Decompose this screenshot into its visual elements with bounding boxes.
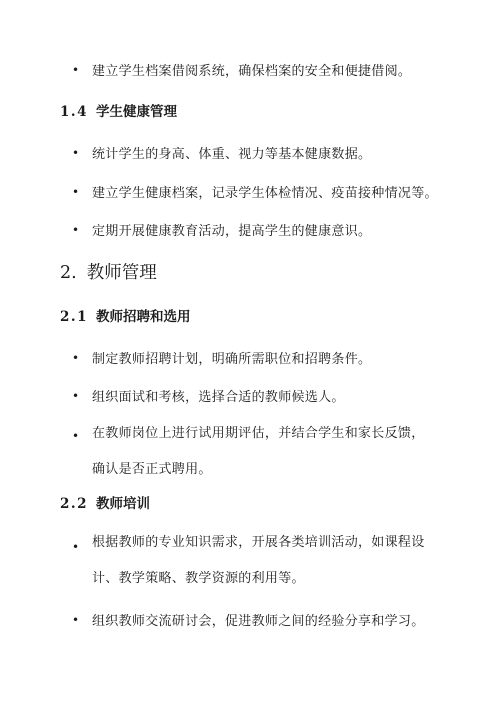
section-title: 教师招聘和选用 bbox=[96, 309, 191, 325]
section-heading-1-4 bbox=[60, 100, 177, 120]
chapter-title: 教师管理 bbox=[86, 263, 157, 283]
section-title: 学生健康管理 bbox=[96, 104, 177, 120]
list-item: 制定教师招聘计划，明确所需职位和招聘条件。 bbox=[92, 352, 372, 367]
list-item: 定期开展健康教育活动，提高学生的健康意识。 bbox=[92, 224, 372, 239]
chapter-number: 2. bbox=[60, 263, 77, 283]
list-item: 建立学生健康档案，记录学生体检情况、疫苗接种情况等。 bbox=[92, 186, 438, 201]
section-number: 2.1 bbox=[60, 309, 88, 325]
list-item: 建立学生档案借阅系统，确保档案的安全和便捷借阅。 bbox=[92, 64, 412, 79]
list-item: 在教师岗位上进行试用期评估，并结合学生和家长反馈，确认是否正式聘用。 bbox=[92, 426, 425, 477]
bullet-icon: • bbox=[72, 389, 80, 403]
bullet-icon: • bbox=[72, 223, 80, 237]
bullet-icon: • bbox=[72, 351, 80, 365]
bullet-icon: • bbox=[72, 146, 80, 160]
chapter-heading bbox=[60, 259, 157, 284]
section-number: 2.2 bbox=[60, 496, 88, 512]
bullet-icon: • bbox=[72, 185, 80, 199]
list-item: 组织教师交流研讨会，促进教师之间的经验分享和学习。 bbox=[92, 614, 425, 629]
bullet-icon: • bbox=[72, 613, 80, 627]
list-item: 统计学生的身高、体重、视力等基本健康数据。 bbox=[92, 147, 372, 162]
section-heading-2-1 bbox=[60, 305, 191, 325]
bullet-icon: • bbox=[72, 63, 80, 77]
list-item: 组织面试和考核，选择合适的教师候选人。 bbox=[92, 390, 345, 405]
list-item: 根据教师的专业知识需求，开展各类培训活动，如课程设计、教学策略、教学资源的利用等。 bbox=[92, 535, 425, 586]
bullet-icon: • bbox=[72, 429, 80, 443]
section-heading-2-2 bbox=[60, 492, 150, 512]
section-number: 1.4 bbox=[60, 104, 88, 120]
bullet-icon: • bbox=[72, 540, 80, 554]
section-title: 教师培训 bbox=[96, 496, 150, 512]
